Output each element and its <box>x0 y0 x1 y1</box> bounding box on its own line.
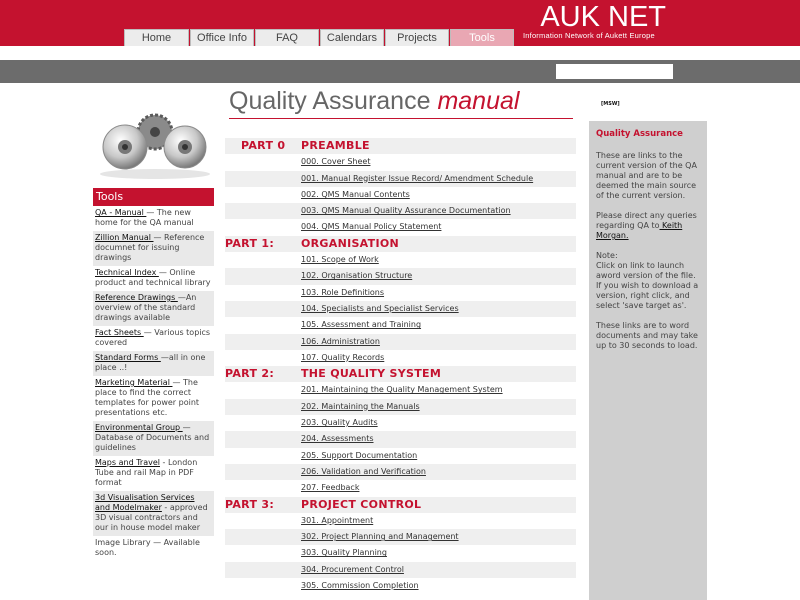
section-link[interactable]: 001. Manual Register Issue Record/ Amendment Schedule <box>301 173 534 183</box>
section-row <box>225 187 576 203</box>
section-row <box>225 464 576 480</box>
tools-list-item <box>93 266 214 291</box>
section-link[interactable]: 303. Quality Planning <box>301 548 387 558</box>
tools-list-item <box>93 231 214 266</box>
section-link[interactable]: 004. QMS Manual Policy Statement <box>301 222 442 232</box>
tab-office-info[interactable]: Office Info <box>190 29 254 46</box>
section-link[interactable]: 203. Quality Audits <box>301 418 378 428</box>
tool-link[interactable]: Zillion Manual <box>95 233 154 242</box>
part-number: PART 3: <box>225 497 275 511</box>
section-link[interactable]: 105. Assessment and Training <box>301 320 422 330</box>
part-number: PART 2: <box>225 367 275 381</box>
section-row <box>225 480 576 496</box>
tools-list-item <box>93 376 214 421</box>
info-panel-note: Note: Click on link to launch aword version of the file. If you wish to download a version, right click, and select 'save target as'. <box>596 251 699 310</box>
tool-description: — The new home for the QA manual <box>95 208 194 227</box>
search-bar <box>0 60 800 83</box>
info-panel-intro: These are links to the current version of the QA manual and are to be deemed the main source of the current version. <box>596 151 697 200</box>
part-title: ORGANISATION <box>301 236 399 250</box>
section-row <box>225 203 576 219</box>
section-link[interactable]: 104. Specialists and Specialist Services <box>301 303 459 313</box>
section-row <box>225 252 576 268</box>
section-row <box>225 382 576 398</box>
page-title-italic: manual <box>437 87 520 115</box>
tab-home[interactable]: Home <box>124 29 189 46</box>
tab-faq[interactable]: FAQ <box>255 29 319 46</box>
section-row <box>225 285 576 301</box>
info-panel-contact: Please direct any queries regarding QA to Keith Morgan. <box>596 211 697 240</box>
tool-description: — Database of Documents and guidelines <box>95 423 210 452</box>
info-panel-load-note: These links are to word documents and may take up to 30 seconds to load. <box>596 321 698 350</box>
section-link[interactable]: 305. Commission Completion <box>301 581 419 591</box>
section-row <box>225 219 576 235</box>
msw-tag: [MSW] <box>601 101 620 107</box>
section-link[interactable]: 101. Scope of Work <box>301 255 379 265</box>
tool-link[interactable]: Reference Drawings <box>95 293 178 302</box>
tab-projects[interactable]: Projects <box>385 29 449 46</box>
page-title-main: Quality Assurance <box>229 87 438 115</box>
tools-list-item <box>93 326 214 351</box>
gears-logo-icon <box>95 112 215 182</box>
tools-list-item <box>93 421 214 456</box>
tool-link[interactable]: Environmental Group <box>95 423 183 432</box>
tool-link[interactable]: Fact Sheets <box>95 328 144 337</box>
brand-logo-text[interactable]: AUK NET <box>540 1 666 33</box>
section-link[interactable]: 202. Maintaining the Manuals <box>301 401 420 411</box>
site-header <box>0 0 800 46</box>
tools-list-item <box>93 456 214 491</box>
section-row <box>225 301 576 317</box>
section-row <box>225 431 576 447</box>
brand-subtitle: Information Network of Aukett Europe <box>523 31 655 40</box>
tools-list-item <box>93 536 214 561</box>
part-heading-row <box>225 366 576 382</box>
section-link[interactable]: 207. Feedback <box>301 483 360 493</box>
section-link[interactable]: 003. QMS Manual Quality Assurance Documentation <box>301 206 511 216</box>
section-row <box>225 334 576 350</box>
contact-link[interactable]: Keith Morgan. <box>596 221 683 240</box>
tools-list-item <box>93 206 214 231</box>
part-title: PREAMBLE <box>301 139 370 152</box>
part-heading-row <box>225 236 576 252</box>
page-title <box>229 87 519 116</box>
tool-link[interactable]: Maps and Travel <box>95 458 160 467</box>
info-panel-heading: Quality Assurance <box>596 129 683 139</box>
tool-description: —all in one place ..! <box>95 353 206 372</box>
section-link[interactable]: 301. Appointment <box>301 515 374 525</box>
part-title: PROJECT CONTROL <box>301 497 422 511</box>
tool-link[interactable]: Marketing Material <box>95 378 173 387</box>
tool-description: —An overview of the standard drawings available <box>95 293 197 322</box>
section-row <box>225 513 576 529</box>
section-link[interactable]: 302. Project Planning and Management <box>301 532 459 542</box>
part-number: PART 0 <box>241 139 286 152</box>
section-link[interactable]: 206. Validation and Verification <box>301 466 426 476</box>
tool-link[interactable]: 3d Visualisation Services and Modelmaker <box>95 493 195 512</box>
section-link[interactable]: 002. QMS Manual Contents <box>301 189 410 199</box>
section-row <box>225 578 576 594</box>
section-link[interactable]: 103. Role Definitions <box>301 287 385 297</box>
tab-calendars[interactable]: Calendars <box>320 29 384 46</box>
title-divider <box>229 118 573 119</box>
tool-description: Image Library — Available soon. <box>95 538 200 557</box>
tool-link[interactable]: Technical Index <box>95 268 159 277</box>
section-row <box>225 448 576 464</box>
tool-description: — Online product and technical library <box>95 268 211 287</box>
tools-list <box>93 206 214 561</box>
tools-list-item <box>93 491 214 536</box>
tool-description: - approved 3D visual contractors and our in house model maker <box>95 503 208 532</box>
section-link[interactable]: 107. Quality Records <box>301 352 385 362</box>
section-row <box>225 171 576 187</box>
tool-description: — The place to find the correct templates for power point presentations etc. <box>95 378 200 417</box>
section-row <box>225 545 576 561</box>
tool-description: - London Tube and rail Map in PDF format <box>95 458 198 487</box>
section-link[interactable]: 102. Organisation Structure <box>301 271 413 281</box>
part-heading-row <box>225 138 576 154</box>
search-input[interactable] <box>556 64 673 79</box>
section-row <box>225 350 576 366</box>
section-row <box>225 317 576 333</box>
section-link[interactable]: 204. Assessments <box>301 434 374 444</box>
section-link[interactable]: 205. Support Documentation <box>301 450 418 460</box>
tool-link[interactable]: QA - Manual <box>95 208 147 217</box>
tools-list-item <box>93 291 214 326</box>
section-link[interactable]: 106. Administration <box>301 336 380 346</box>
section-row <box>225 268 576 284</box>
tools-heading: Tools <box>93 188 214 206</box>
section-row <box>225 154 576 170</box>
tool-description: — Various topics covered <box>95 328 211 347</box>
section-row <box>225 529 576 545</box>
tools-list-item <box>93 351 214 376</box>
section-link[interactable]: 304. Procurement Control <box>301 564 404 574</box>
part-title: THE QUALITY SYSTEM <box>301 367 442 381</box>
part-heading-row <box>225 497 576 513</box>
section-row <box>225 562 576 578</box>
tab-tools[interactable]: Tools <box>450 29 514 46</box>
tool-link[interactable]: Standard Forms <box>95 353 161 362</box>
section-link[interactable]: 201. Maintaining the Quality Management System <box>301 385 503 395</box>
tool-description: — Reference documnet for issuing drawings <box>95 233 205 262</box>
section-link[interactable]: 000. Cover Sheet <box>301 157 371 167</box>
qa-manual-table <box>225 138 576 594</box>
part-number: PART 1: <box>225 236 275 250</box>
section-row <box>225 399 576 415</box>
info-panel <box>589 121 707 600</box>
section-row <box>225 415 576 431</box>
